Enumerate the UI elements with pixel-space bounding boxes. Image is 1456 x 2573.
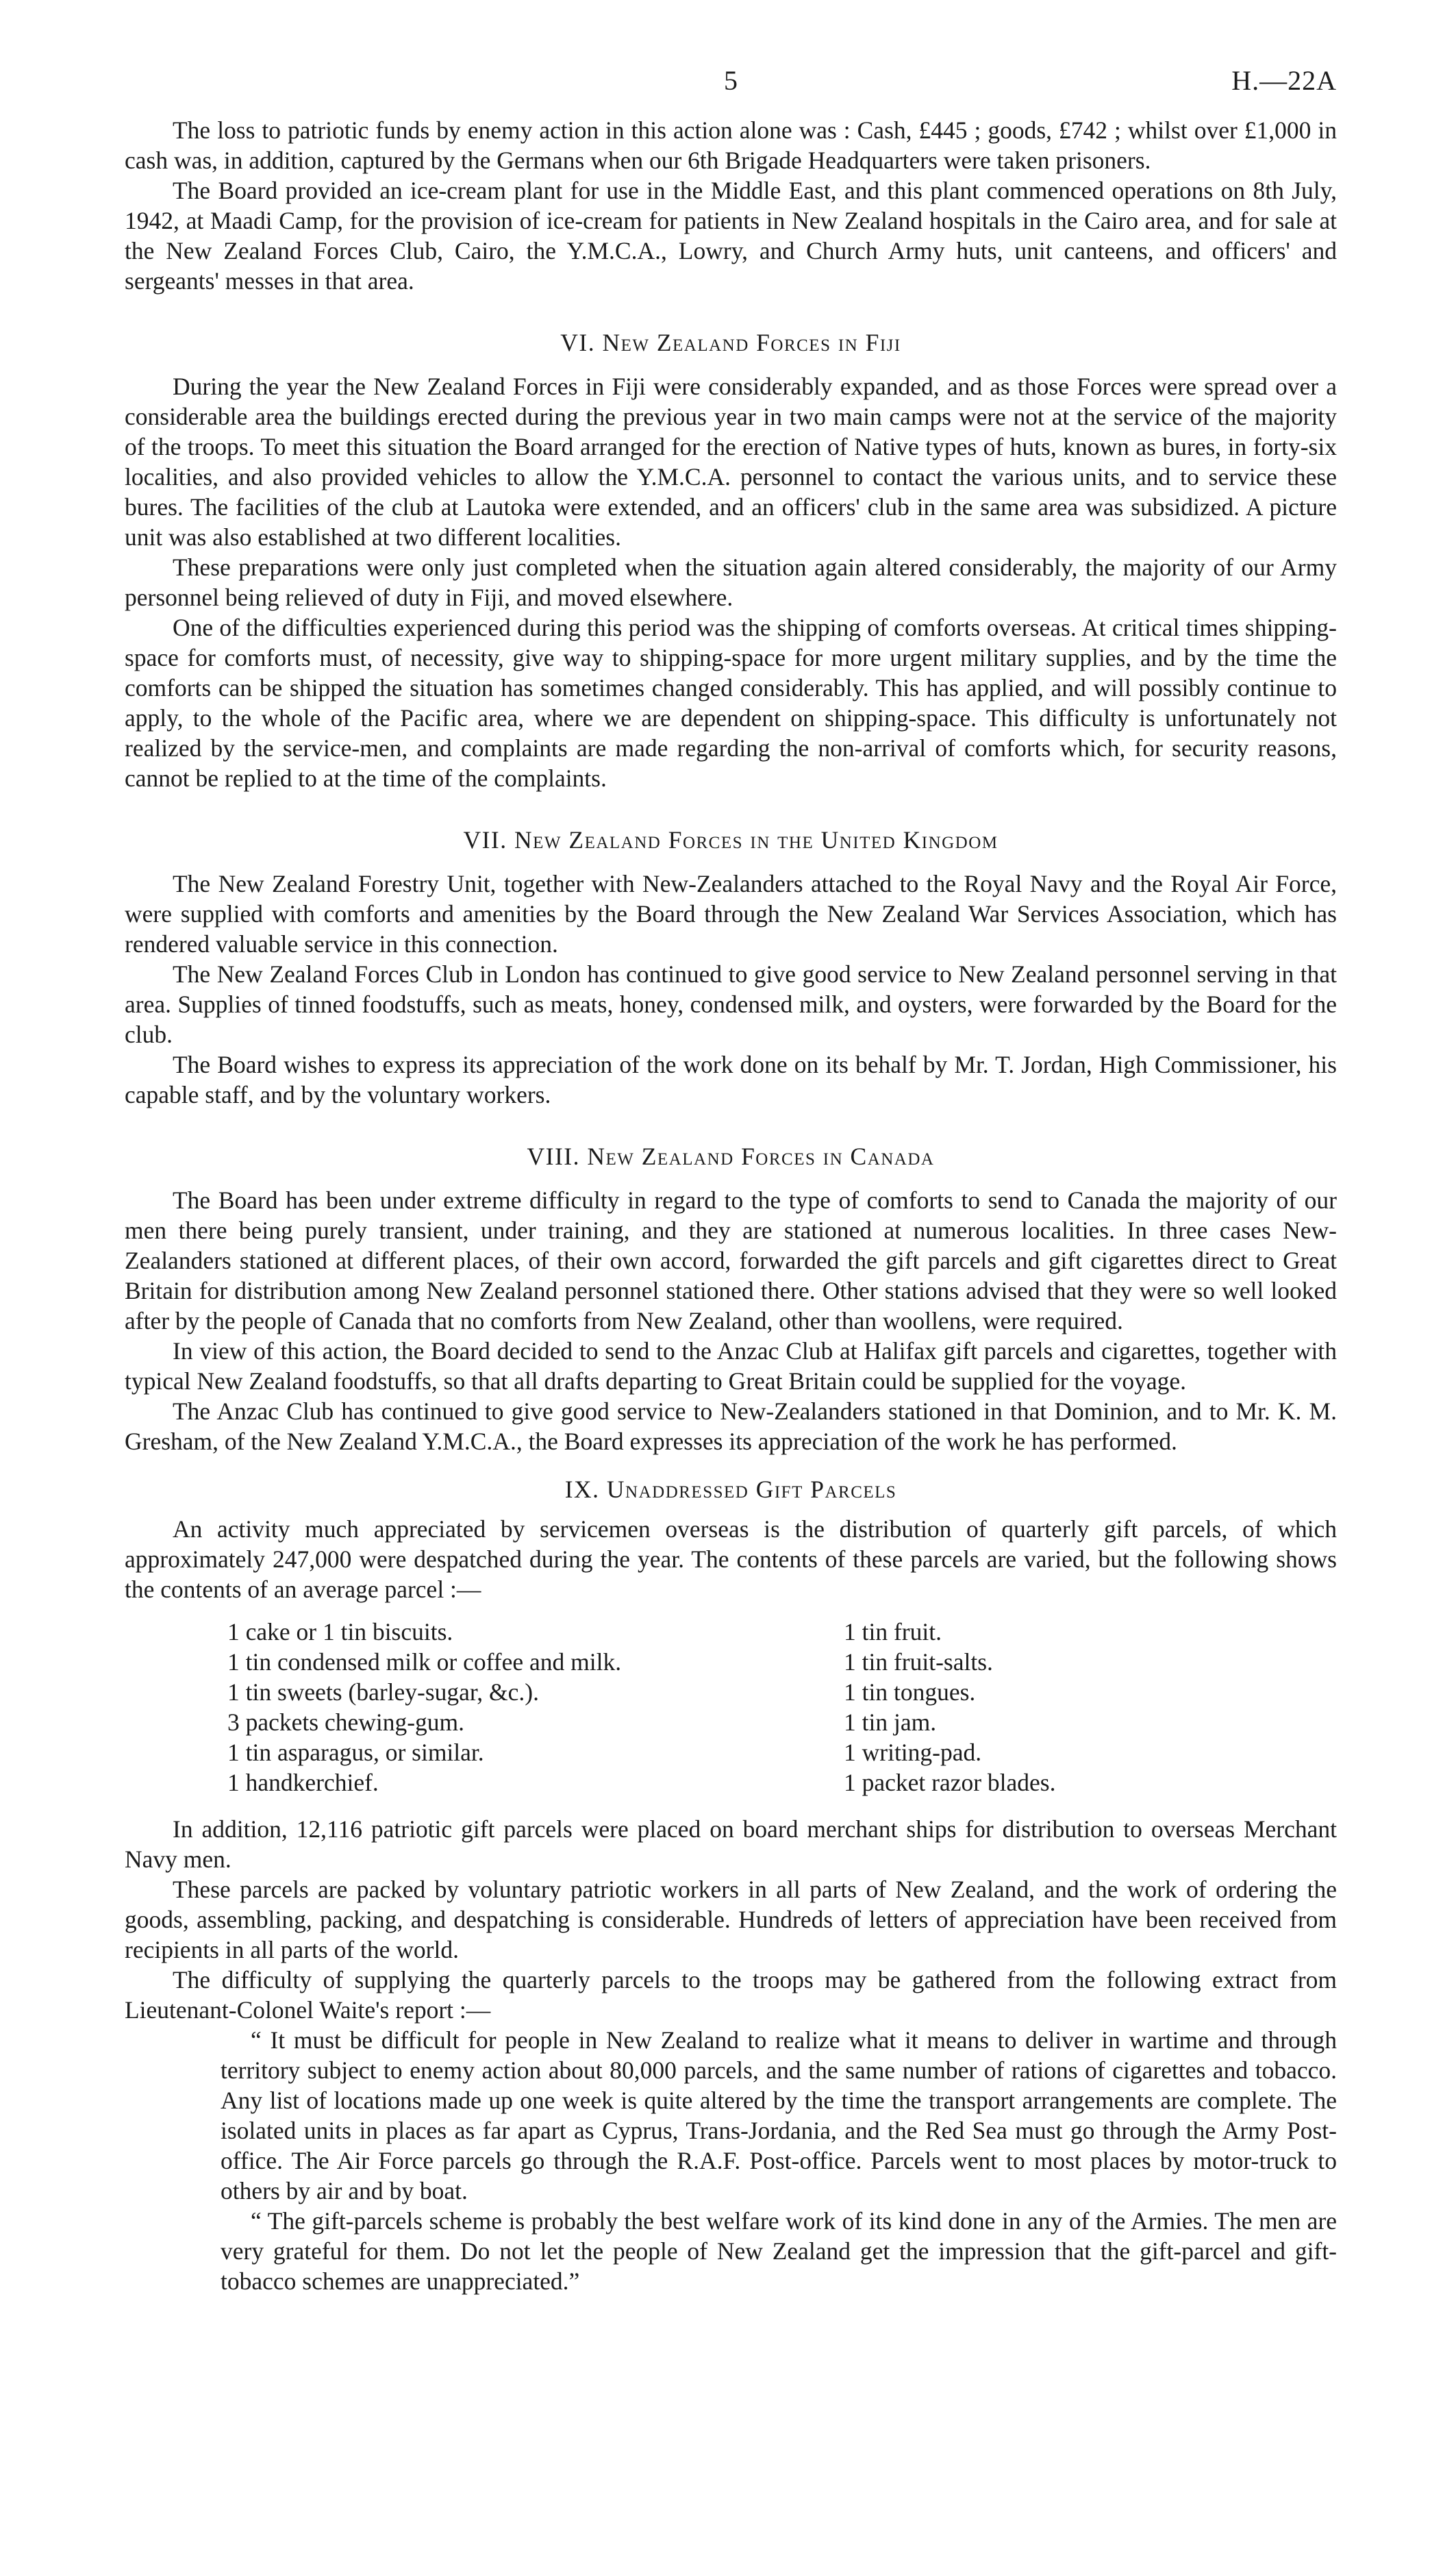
page-header [125, 60, 1337, 115]
section-heading: IX. Unaddressed Gift Parcels [564, 1476, 897, 1503]
document-page [125, 60, 1337, 2296]
parcel-contents-column-right [844, 1617, 1255, 1798]
list-item: 1 tin fruit. [844, 1618, 942, 1645]
list-item: 1 packet razor blades. [844, 1769, 1056, 1796]
section-heading: VIII. New Zealand Forces in Canada [527, 1143, 935, 1170]
quote-paragraph: “ The gift-parcels scheme is probably the best welfare work of its kind done in any of the Armies. The men are very grateful for them. Do not let the people of New Zealand get the impression that the gift-parcel and gift-tobacco schemes are unappreciated.” [221, 2207, 1337, 2295]
paragraph: During the year the New Zealand Forces in Fiji were considerably expanded, and as those Forces were spread over a considerable area the buildings erected during the previous year in two main camps were not at the service of the majority of the troops. To meet this situation the Board arranged for the erection of Native types of huts, known as bures, in forty-six localities, and also provided vehicles to allow the Y.M.C.A. personnel to contact the various units, and to service these bures. The facilities of the club at Lautoka were extended, and an officers' club in the same area was subsidized. A picture unit was also established at two different localities. [125, 373, 1337, 551]
parcel-contents-column-left [227, 1617, 844, 1798]
paragraph: These preparations were only just completed when the situation again altered considerably, the majority of our Army personnel being relieved of duty in Fiji, and moved elsewhere. [125, 554, 1337, 611]
parcel-contents-list [227, 1617, 1337, 1798]
list-item: 1 cake or 1 tin biscuits. [227, 1618, 453, 1645]
paragraph: The Anzac Club has continued to give good service to New-Zealanders stationed in that Dominion, and to Mr. K. M. Gresham, of the New Zealand Y.M.C.A., the Board expresses its appreciation of the work he has performed. [125, 1397, 1337, 1455]
list-item: 3 packets chewing-gum. [227, 1708, 465, 1736]
list-item: 1 tin jam. [844, 1708, 937, 1736]
quote-paragraph: “ It must be difficult for people in New Zealand to realize what it means to deliver in wartime and through territory subject to enemy action about 80,000 parcels, and the same number of rations of cigarettes and tobacco. Any list of locations made up one week is quite altered by the time the transport arrangements are complete. The isolated units in places as far apart as Cyprus, Trans-Jordania, and the Red Sea must go through the Army Post-office. The Air Force parcels go through the R.A.F. Post-office. Parcels went to most places by motor-truck to others by air and by boat. [221, 2026, 1337, 2204]
paragraph: The New Zealand Forestry Unit, together with New-Zealanders attached to the Royal Navy and the Royal Air Force, were supplied with comforts and amenities by the Board through the New Zealand War Services Association, which has rendered valuable service in this connection. [125, 870, 1337, 958]
paragraph: In view of this action, the Board decided to send to the Anzac Club at Halifax gift parcels and cigarettes, together with typical New Zealand foodstuffs, so that all drafts departing to Great Britain could be supplied for the voyage. [125, 1337, 1337, 1395]
paragraph: The difficulty of supplying the quarterly parcels to the troops may be gathered from the following extract from Lieutenant-Colonel Waite's report :— [125, 1966, 1337, 2024]
paragraph: The New Zealand Forces Club in London has continued to give good service to New Zealand personnel serving in that area. Supplies of tinned foodstuffs, such as meats, honey, condensed milk, and oysters, were forwarded by the Board for the club. [125, 960, 1337, 1048]
section-gift-parcels [125, 1474, 1337, 2296]
section-fiji [125, 327, 1337, 793]
document-reference: H.—22A [1231, 65, 1337, 96]
paragraph: An activity much appreciated by servicemen overseas is the distribution of quarterly gift parcels, of which approximately 247,000 were despatched during the year. The contents of these parcels are varied, but the following shows the contents of an average parcel :— [125, 1515, 1337, 1603]
paragraph: The Board provided an ice-cream plant for use in the Middle East, and this plant commenced operations on 8th July, 1942, at Maadi Camp, for the provision of ice-cream for patients in New Zealand hospitals in the Cairo area, and for sale at the New Zealand Forces Club, Cairo, the Y.M.C.A., Lowry, and Church Army huts, unit canteens, and officers' and sergeants' messes in that area. [125, 177, 1337, 295]
paragraph: The Board wishes to express its appreciation of the work done on its behalf by Mr. T. Jordan, High Commissioner, his capable staff, and by the voluntary workers. [125, 1051, 1337, 1108]
section-heading: VII. New Zealand Forces in the United Kingdom [463, 826, 999, 854]
paragraph: One of the difficulties experienced during this period was the shipping of comforts overseas. At critical times shipping-space for comforts must, of necessity, give way to shipping-space for more urgent military supplies, and by the time the comforts can be shipped the situation has sometimes changed considerably. This has applied, and will possibly continue to apply, to the whole of the Pacific area, where we are dependent on shipping-space. This difficulty is unfortunately not realized by the service-men, and complaints are made regarding the non-arrival of comforts which, for security reasons, cannot be replied to at the time of the complaints. [125, 614, 1337, 792]
list-item: 1 handkerchief. [227, 1769, 379, 1796]
section-heading: VI. New Zealand Forces in Fiji [560, 329, 901, 356]
paragraph: The Board has been under extreme difficulty in regard to the type of comforts to send to Canada the majority of our men there being purely transient, under training, and they are stationed at numerous localities. In three cases New-Zealanders stationed at different places, of their own accord, forwarded the gift parcels and gift cigarettes direct to Great Britain for distribution among New Zealand personnel stationed there. Other stations advised that they were so well looked after by the people of Canada that no comforts from New Zealand, other than woollens, were required. [125, 1186, 1337, 1334]
paragraph: The loss to patriotic funds by enemy action in this action alone was : Cash, £445 ; goods, £742 ; whilst over £1,000 in cash was, in addition, captured by the Germans when our 6th Brigade Headquarters were taken prisoners. [125, 116, 1337, 174]
list-item: 1 tin condensed milk or coffee and milk. [227, 1648, 622, 1676]
list-item: 1 writing-pad. [844, 1739, 982, 1766]
list-item: 1 tin asparagus, or similar. [227, 1739, 484, 1766]
section-canada [125, 1141, 1337, 1456]
section-united-kingdom [125, 825, 1337, 1110]
list-item: 1 tin sweets (barley-sugar, &c.). [227, 1678, 539, 1706]
list-item: 1 tin fruit-salts. [844, 1648, 993, 1676]
list-item: 1 tin tongues. [844, 1678, 976, 1706]
page-number: 5 [724, 65, 738, 96]
paragraph: These parcels are packed by voluntary patriotic workers in all parts of New Zealand, and the work of ordering the goods, assembling, packing, and despatching is considerable. Hundreds of letters of appreciation have been received from recipients in all parts of the world. [125, 1876, 1337, 1963]
report-extract-quote [221, 2025, 1337, 2296]
paragraph: In addition, 12,116 patriotic gift parcels were placed on board merchant ships for distribution to overseas Merchant Navy men. [125, 1815, 1337, 1873]
intro-section [125, 115, 1337, 296]
